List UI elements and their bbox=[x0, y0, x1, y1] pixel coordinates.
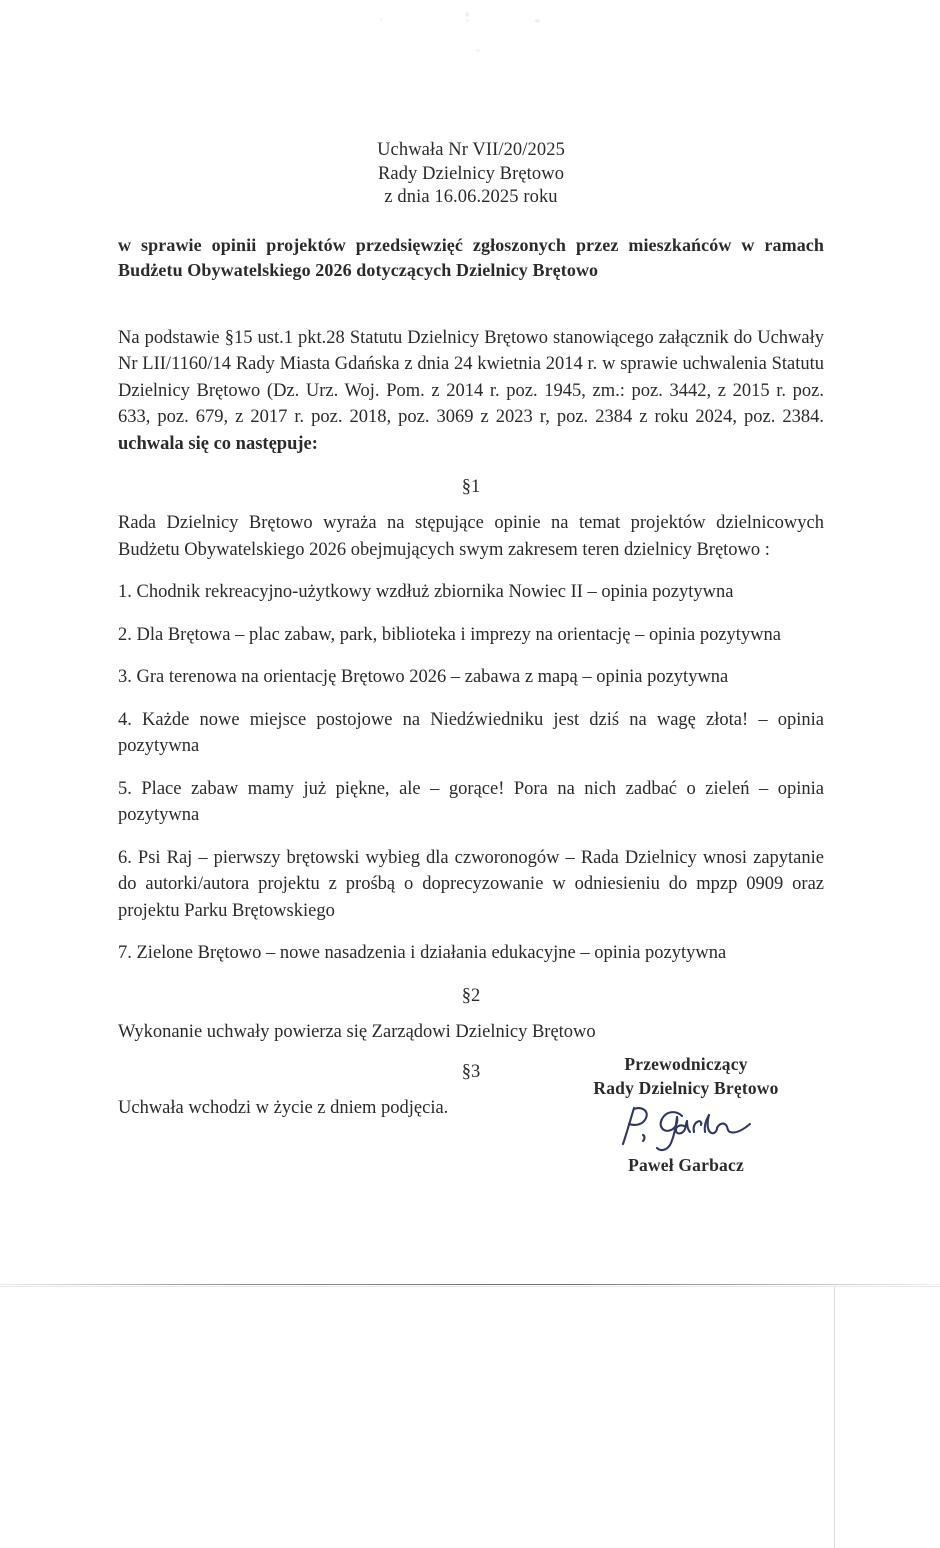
signatory-name: Paweł Garbacz bbox=[628, 1155, 744, 1175]
section-1-intro: Rada Dzielnicy Brętowo wyraża na stępujące opinie na temat projektów dzielnicowych Budżetu Obywatelskiego 2026 obejmujących swym zakresem teren dzielnicy Brętowo : bbox=[118, 513, 824, 560]
scan-edge-horizontal bbox=[0, 1284, 940, 1285]
opinion-item: 4. Każde nowe miejsce postojowe na Niedźwiedniku jest dziś na wagę złota! – opinia pozytywna bbox=[118, 709, 824, 756]
signatory-title bbox=[546, 1052, 826, 1100]
signatory-title-line-2: Rady Dzielnicy Brętowo bbox=[593, 1078, 779, 1098]
opinion-item: 5. Place zabaw mamy już piękne, ale – gorące! Pora na nich zadbać o zieleń – opinia pozytywna bbox=[118, 778, 824, 825]
document-header bbox=[118, 139, 824, 210]
opinion-item: 3. Gra terenowa na orientację Brętowo 2026 – zabawa z mapą – opinia pozytywna bbox=[118, 667, 729, 687]
header-council-name: Rady Dzielnicy Brętowo bbox=[377, 163, 565, 184]
opinion-item: 1. Chodnik rekreacyjno-użytkowy wzdłuż zbiornika Nowiec II – opinia pozytywna bbox=[118, 582, 734, 602]
header-resolution-number: Uchwała Nr VII/20/2025 bbox=[377, 140, 565, 160]
handwritten-signature-icon bbox=[546, 1102, 826, 1154]
opinion-item: 2. Dla Brętowa – plac zabaw, park, biblioteka i imprezy na orientację – opinia pozytywna bbox=[118, 624, 782, 645]
legal-basis-paragraph bbox=[118, 325, 824, 458]
opinion-item: 7. Zielone Brętowo – nowe nasadzenia i działania edukacyjne – opinia pozytywna bbox=[118, 943, 727, 963]
document-subject: w sprawie opinii projektów przedsięwzięć zgłoszonych przez mieszkańców w ramach Budżetu Obywatelskiego 2026 dotyczących Dzielnicy Brętowo bbox=[118, 234, 824, 280]
opinion-item: 6. Psi Raj – pierwszy brętowski wybieg dla czworonogów – Rada Dzielnicy wnosi zapytanie do autorki/autora projektu z prośbą o doprecyzowanie w odniesieniu do mpzp 0909 oraz projektu Parku Brętowskiego bbox=[118, 847, 824, 921]
section-3-text: Uchwała wchodzi w życie z dniem podjęcia. bbox=[118, 1097, 449, 1118]
legal-basis-text: Na podstawie §15 ust.1 pkt.28 Statutu Dzielnicy Brętowo stanowiącego załącznik do Uchwały Nr LII/1160/14 Rady Miasta Gdańska z dnia 24 kwietnia 2014 r. w sprawie uchwalenia Statutu Dzielnicy Brętowo (Dz. Urz. Woj. Pom. z 2014 r. poz. 1945, zm.: poz. 3442, z 2015 r. poz. 633, poz. 679, z 2017 r. poz. 2018, poz. 3069 z 2023 r, poz. 2384 z roku 2024, poz. 2384. bbox=[118, 327, 824, 427]
section-2-text: Wykonanie uchwały powierza się Zarządowi Dzielnicy Brętowo bbox=[118, 1021, 596, 1042]
signatory-title-line-1: Przewodniczący bbox=[624, 1054, 748, 1074]
section-mark-2: §2 bbox=[461, 985, 481, 1006]
section-mark-3: §3 bbox=[461, 1061, 481, 1082]
legal-basis-enacting-clause: uchwala się co następuje: bbox=[118, 433, 318, 454]
scan-edge-horizontal-soft bbox=[0, 1286, 940, 1287]
scan-edge-vertical bbox=[834, 1286, 835, 1548]
section-mark-1: §1 bbox=[461, 477, 481, 497]
signature-block bbox=[546, 1052, 826, 1176]
header-date: z dnia 16.06.2025 roku bbox=[384, 187, 558, 207]
document-body bbox=[118, 0, 824, 1121]
